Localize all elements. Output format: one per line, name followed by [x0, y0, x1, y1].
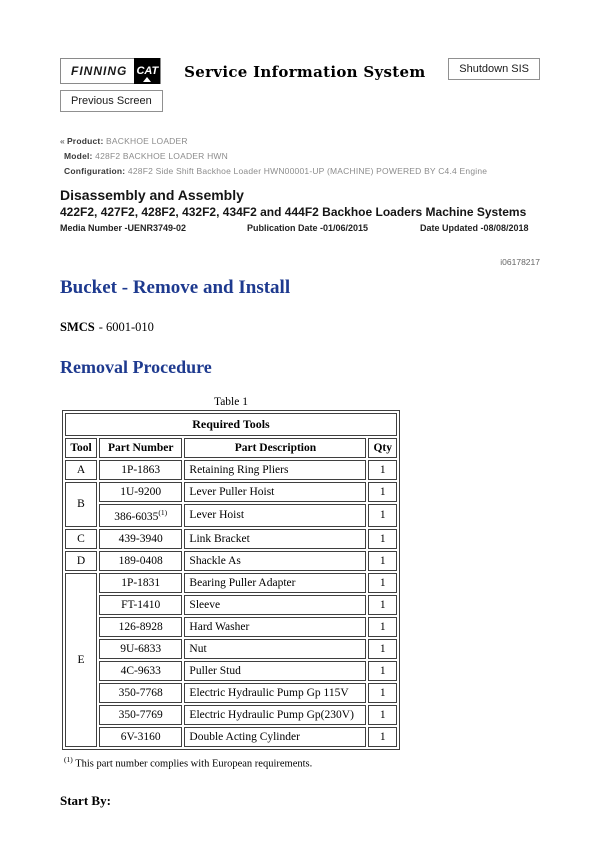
content-heading: Bucket - Remove and Install: [60, 277, 291, 298]
model-value: 428F2 BACKHOE LOADER HWN: [95, 151, 228, 161]
table-row: [65, 573, 397, 593]
part-number-cell: 4C-9633: [99, 661, 182, 681]
qty-cell: 1: [368, 661, 397, 681]
qty-cell: 1: [368, 529, 397, 549]
part-number-cell: FT-1410: [99, 595, 182, 615]
tool-cell: A: [65, 460, 97, 480]
part-description-cell: Retaining Ring Pliers: [184, 460, 366, 480]
part-number-cell: 126-8928: [99, 617, 182, 637]
date-updated: Date Updated -08/08/2018: [420, 223, 529, 233]
table-title-row: [65, 413, 397, 436]
table-row: [65, 482, 397, 502]
page-title: Service Information System: [184, 63, 426, 81]
model-label: Model:: [64, 151, 93, 161]
part-description-cell: Sleeve: [184, 595, 366, 615]
cat-logo: CAT: [134, 58, 160, 84]
qty-cell: 1: [368, 683, 397, 703]
table-row: [65, 529, 397, 549]
smcs-label: SMCS: [60, 320, 95, 334]
part-description-cell: Hard Washer: [184, 617, 366, 637]
table-row: [65, 727, 397, 747]
media-number: Media Number -UENR3749-02: [60, 223, 187, 233]
product-marker-icon: «: [60, 136, 65, 146]
previous-screen-button[interactable]: Previous Screen: [60, 90, 163, 112]
column-header-part-number: Part Number: [99, 438, 182, 458]
table-row: [65, 661, 397, 681]
document-id: i06178217: [500, 257, 540, 267]
part-number-cell: 6V-3160: [99, 727, 182, 747]
qty-cell: 1: [368, 504, 397, 527]
document-title: Disassembly and Assembly: [60, 187, 244, 203]
footnote-text: This part number complies with European requirements.: [75, 758, 313, 770]
part-number-cell: 189-0408: [99, 551, 182, 571]
publication-date: Publication Date -01/06/2015: [247, 223, 369, 233]
part-number-cell: 350-7769: [99, 705, 182, 725]
part-number-cell: 1P-1831: [99, 573, 182, 593]
table-row: [65, 683, 397, 703]
part-description-cell: Electric Hydraulic Pump Gp(230V): [184, 705, 366, 725]
column-header-qty: Qty: [368, 438, 397, 458]
start-by-heading: Start By:: [60, 793, 111, 809]
table-row: [65, 705, 397, 725]
configuration-label: Configuration:: [64, 166, 126, 176]
column-header-tool: Tool: [65, 438, 97, 458]
product-value: BACKHOE LOADER: [106, 136, 188, 146]
table-row: [65, 639, 397, 659]
qty-cell: 1: [368, 573, 397, 593]
document-subtitle: 422F2, 427F2, 428F2, 432F2, 434F2 and 444F2 Backhoe Loaders Machine Systems: [60, 205, 527, 219]
smcs-code: [60, 320, 540, 335]
tool-cell: C: [65, 529, 97, 549]
qty-cell: 1: [368, 551, 397, 571]
table-title: Required Tools: [65, 413, 397, 436]
product-info: [60, 134, 540, 179]
table-row: [65, 460, 397, 480]
qty-cell: 1: [368, 705, 397, 725]
table-container: [62, 396, 400, 769]
configuration-row: [60, 164, 540, 179]
table-caption: Table 1: [213, 396, 248, 408]
qty-cell: 1: [368, 727, 397, 747]
smcs-value: - 6001-010: [98, 320, 154, 334]
table-footnote: [64, 755, 400, 770]
part-description-cell: Shackle As: [184, 551, 366, 571]
part-description-cell: Puller Stud: [184, 661, 366, 681]
table-row: [65, 504, 397, 527]
qty-cell: 1: [368, 639, 397, 659]
column-header-part-description: Part Description: [184, 438, 366, 458]
tool-cell: E: [65, 573, 97, 747]
product-row: [60, 134, 540, 149]
table-row: [65, 595, 397, 615]
part-number-cell: 350-7768: [99, 683, 182, 703]
part-description-cell: Lever Hoist: [184, 504, 366, 527]
part-number-cell: 9U-6833: [99, 639, 182, 659]
column-header-row: [65, 438, 397, 458]
qty-cell: 1: [368, 482, 397, 502]
footnote-marker: (1): [64, 754, 73, 764]
finning-logo-text: FINNING: [71, 64, 128, 78]
document-title-block: [60, 187, 540, 233]
part-description-cell: Electric Hydraulic Pump Gp 115V: [184, 683, 366, 703]
shutdown-sis-button[interactable]: Shutdown SIS: [448, 58, 540, 80]
media-info-row: [60, 223, 540, 233]
table-body: [65, 460, 397, 747]
header: [60, 58, 540, 84]
part-description-cell: Link Bracket: [184, 529, 366, 549]
table-row: [65, 551, 397, 571]
configuration-value: 428F2 Side Shift Backhoe Loader HWN00001-UP (MACHINE) POWERED BY C4.4 Engine: [127, 166, 488, 176]
required-tools-table: [62, 410, 400, 750]
tool-cell: D: [65, 551, 97, 571]
qty-cell: 1: [368, 595, 397, 615]
part-description-cell: Double Acting Cylinder: [184, 727, 366, 747]
part-description-cell: Nut: [184, 639, 366, 659]
part-number-cell: 386-6035$^{(1)}$: [99, 504, 182, 527]
qty-cell: 1: [368, 460, 397, 480]
tool-cell: B: [65, 482, 97, 527]
part-description-cell: Bearing Puller Adapter: [184, 573, 366, 593]
part-number-cell: 1P-1863: [99, 460, 182, 480]
product-label: Product:: [66, 136, 104, 146]
part-description-cell: Lever Puller Hoist: [184, 482, 366, 502]
section-heading: Removal Procedure: [60, 357, 212, 377]
model-row: [60, 149, 540, 164]
part-number-cell: 439-3940: [99, 529, 182, 549]
finning-cat-logo: [60, 58, 161, 84]
part-number-cell: 1U-9200: [99, 482, 182, 502]
table-row: [65, 617, 397, 637]
qty-cell: 1: [368, 617, 397, 637]
